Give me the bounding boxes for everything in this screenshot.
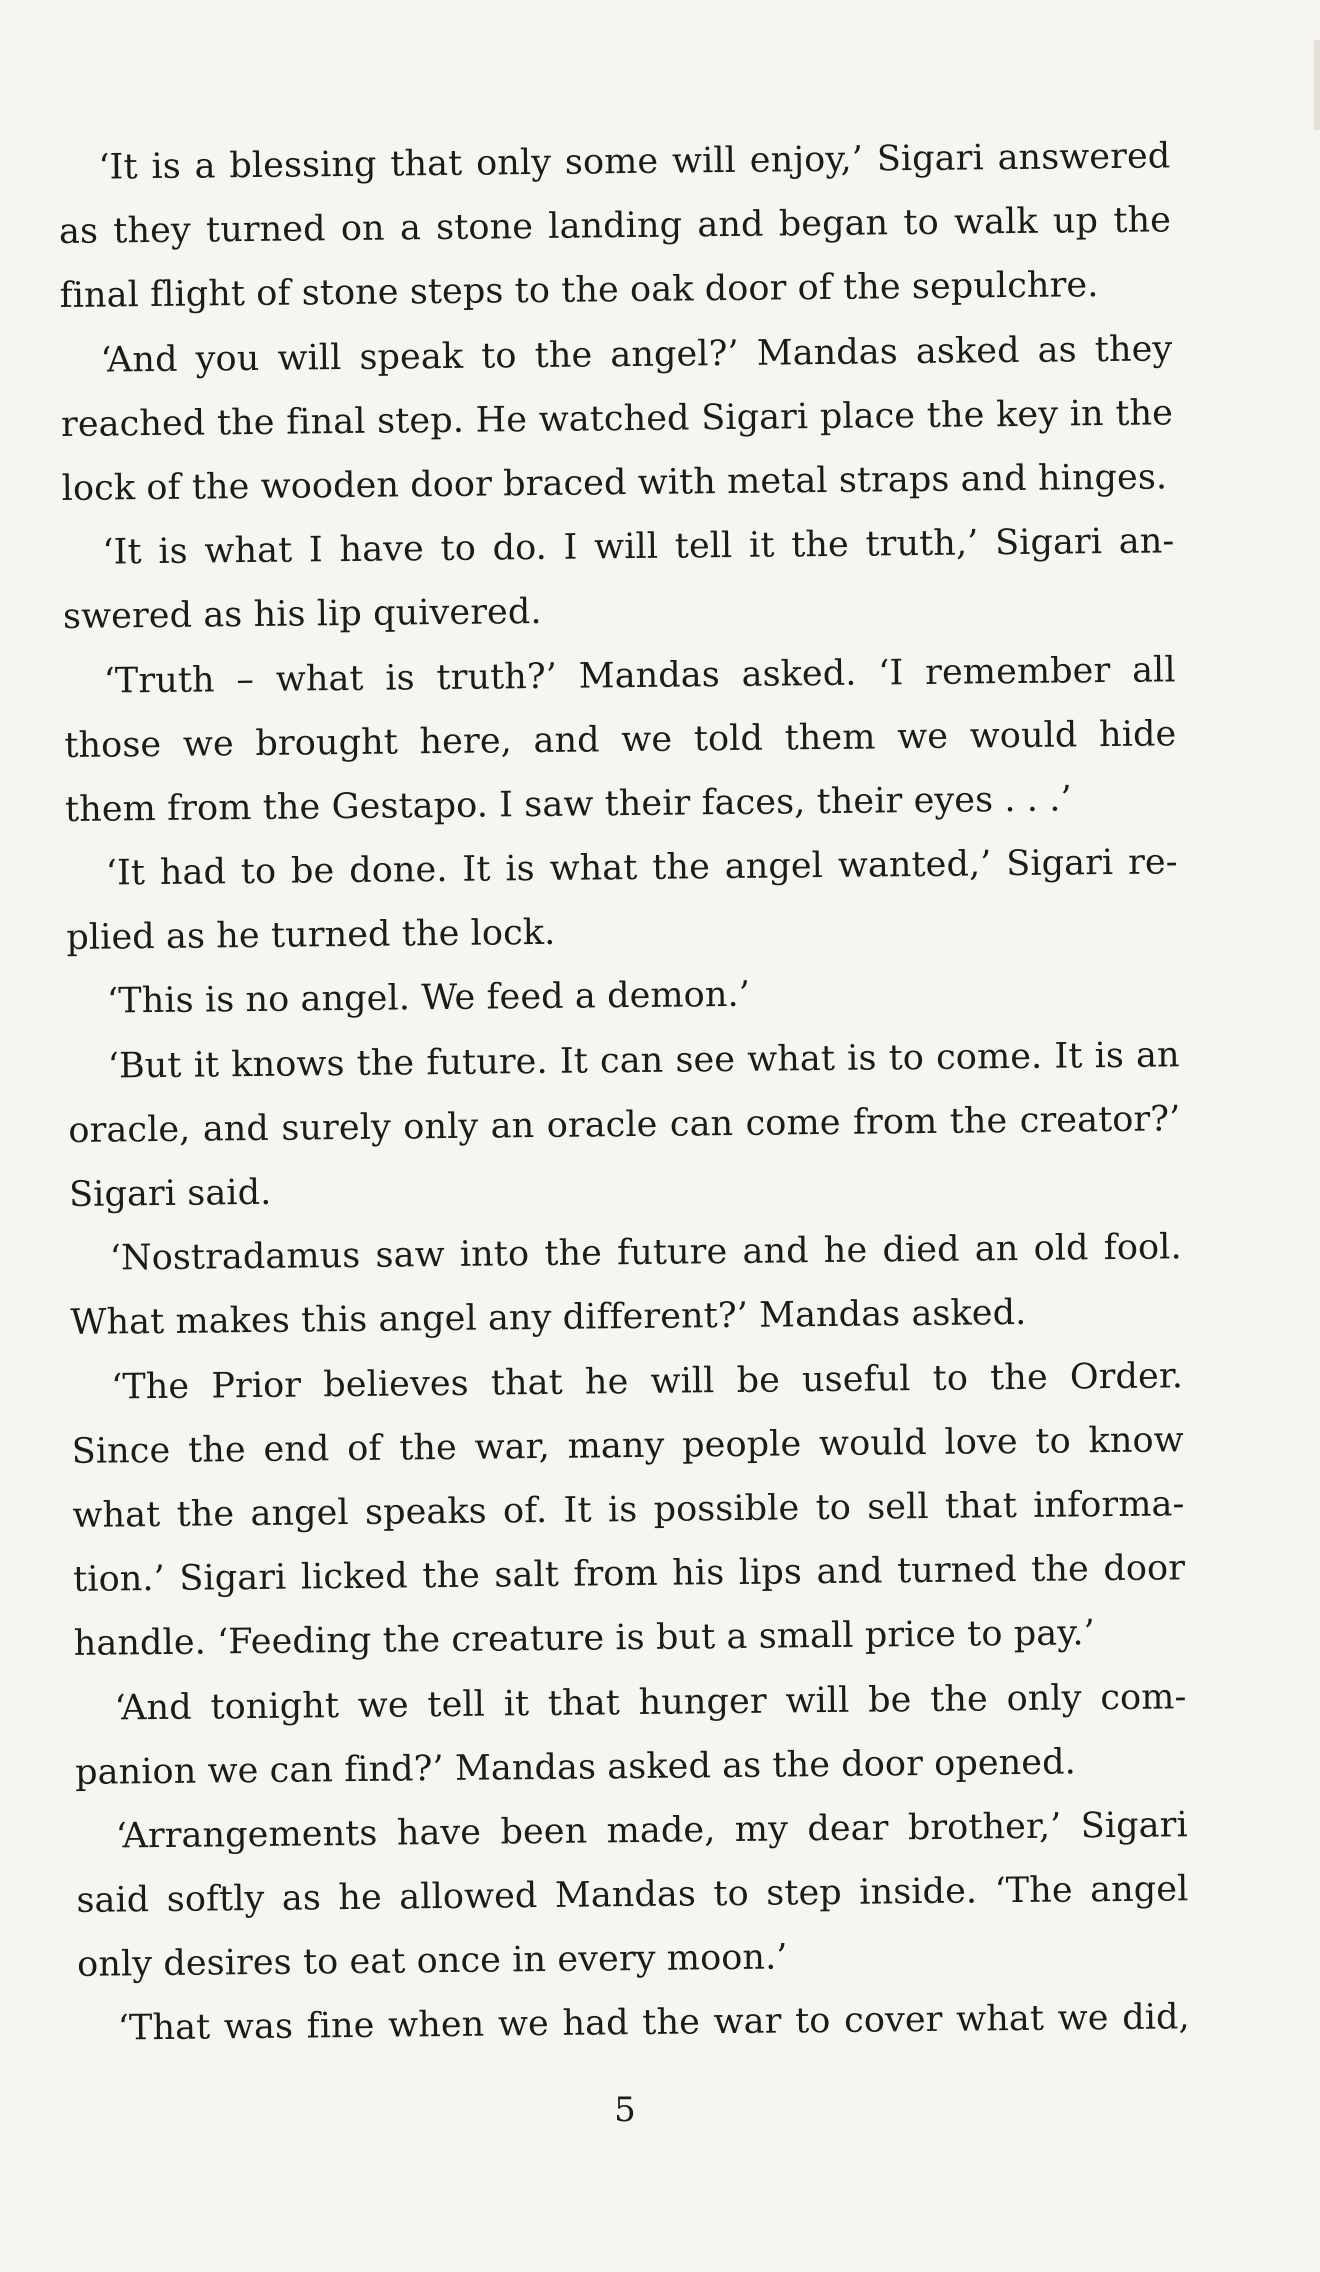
page-edge-shadow (1314, 40, 1320, 130)
text-line: as they turned on a stone landing and began to walk up the (58, 200, 1172, 253)
text-line: tion.’ Sigari licked the salt from his lips and turned the door (72, 1548, 1186, 1601)
text-line: Sigari said. (68, 1172, 272, 1215)
text-line: said softly as he allowed Mandas to step inside. ‘The angel (76, 1869, 1189, 1921)
text-line: ‘The Prior believes that he will be useful to the Order. (110, 1355, 1184, 1408)
text-line: them from the Gestapo. I saw their faces, their eyes . . .’ (64, 779, 1072, 830)
text-line: ‘And you will speak to the angel?’ Mandas asked as they (100, 328, 1173, 381)
text-line: swered as his lip quivered. (62, 592, 542, 638)
page-number: 5 (614, 2090, 636, 2130)
text-line: ‘Truth – what is truth?’ Mandas asked. ‘I remember all (103, 649, 1176, 702)
text-line: panion we can find?’ Mandas asked as the door opened. (74, 1742, 1077, 1793)
text-line: What makes this angel any different?’ Mandas asked. (70, 1293, 1027, 1344)
text-line: ‘It had to be done. It is what the angel wanted,’ Sigari re- (105, 842, 1178, 894)
text-line: ‘But it knows the future. It can see what is to come. It is an (107, 1034, 1180, 1087)
text-line: only desires to eat once in every moon.’ (76, 1937, 788, 1986)
text-line: ‘And tonight we tell it that hunger will be the only com- (114, 1676, 1187, 1728)
text-line: ‘Arrangements have been made, my dear brother,’ Sigari (115, 1805, 1188, 1857)
text-line: ‘This is no angel. We feed a demon.’ (106, 975, 751, 1022)
text-line: plied as he turned the lock. (66, 913, 556, 959)
text-line: those we brought here, and we told them we would hide (64, 714, 1177, 766)
text-line: oracle, and surely only an oracle can come from the creator?’ (68, 1099, 1181, 1151)
text-line: final flight of stone steps to the oak door of the sepulchre. (59, 265, 1099, 317)
text-line: Since the end of the war, many people would love to know (71, 1420, 1184, 1472)
text-line: what the angel speaks of. It is possible to sell that informa- (72, 1484, 1185, 1536)
text-line: ‘It is what I have to do. I will tell it the truth,’ Sigari an- (102, 521, 1175, 573)
text-line: reached the final step. He watched Sigari place the key in the (60, 393, 1174, 445)
body-text (58, 124, 1190, 2061)
text-line: ‘It is a blessing that only some will enjoy,’ Sigari answered (98, 136, 1171, 188)
text-line: ‘Nostradamus saw into the future and he died an old fool. (109, 1227, 1182, 1279)
text-line: ‘That was fine when we had the war to cover what we did, (117, 1997, 1190, 2049)
text-line: handle. ‘Feeding the creature is but a small price to pay.’ (73, 1613, 1096, 1665)
text-line: lock of the wooden door braced with metal straps and hinges. (61, 457, 1168, 509)
